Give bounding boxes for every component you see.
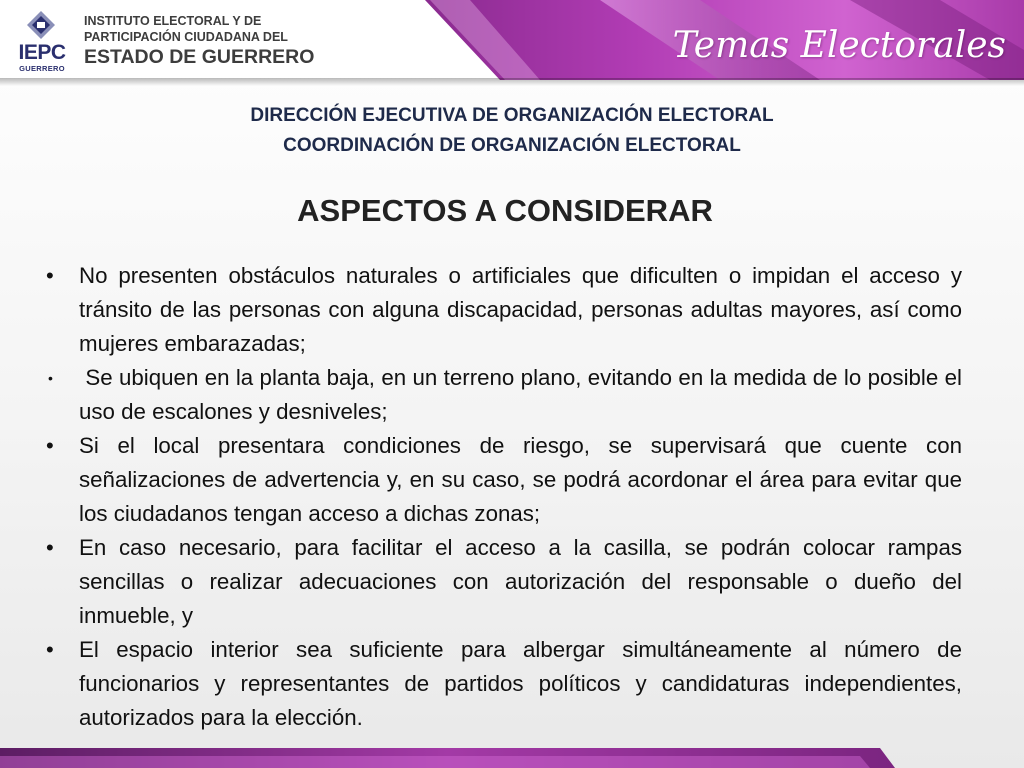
institute-name-line3: ESTADO DE GUERRERO: [84, 46, 315, 68]
list-item: [44, 429, 962, 531]
iepc-logo: [8, 8, 74, 74]
department-subtitle: [0, 101, 1024, 161]
section-heading: ASPECTOS A CONSIDERAR: [297, 193, 713, 228]
slide-section-title: Temas Electorales: [672, 25, 1006, 66]
bullet-dot-icon: •: [46, 535, 54, 560]
footer-purple-band: [0, 738, 1024, 768]
header-bar: [0, 0, 1024, 80]
bullet-text: Si el local presentara condiciones de riesgo, se supervisará que cuente con señalizaciones de advertencia y, en su caso, se podrá acordonar el área para evitar que los ciudadanos tengan acceso a dichas zonas;: [79, 433, 962, 526]
logo-subtext: GUERRERO: [19, 64, 65, 73]
subtitle-line1: DIRECCIÓN EJECUTIVA DE ORGANIZACIÓN ELECTORAL: [250, 105, 774, 126]
institute-name: [84, 13, 384, 69]
list-item: [44, 531, 962, 633]
list-item: [44, 633, 962, 735]
bullet-dot-icon: •: [46, 263, 54, 288]
institute-name-line2: PARTICIPACIÓN CIUDADANA DEL: [84, 30, 288, 44]
header-shadow: [0, 78, 1024, 86]
list-item: [44, 361, 969, 429]
logo-text: IEPC: [18, 41, 66, 64]
list-item: [44, 259, 962, 361]
bullet-dot-icon: •: [46, 637, 54, 662]
bullet-text: No presenten obstáculos naturales o artificiales que dificulten o impidan el acceso y tránsito de las personas con alguna discapacidad, personas adultas mayores, así como mujeres embarazadas;: [79, 263, 962, 356]
logo-diamond-icon: [26, 10, 56, 40]
bullet-text: El espacio interior sea suficiente para albergar simultáneamente al número de funcionarios y representantes de partidos políticos y candidaturas independientes, autorizados para la elección.: [79, 637, 962, 730]
bullet-text: En caso necesario, para facilitar el acceso a la casilla, se podrán colocar rampas sencillas o realizar adecuaciones con autorización del responsable o dueño del inmueble, y: [79, 535, 962, 628]
bullet-text: Se ubiquen en la planta baja, en un terreno plano, evitando en la medida de lo posible el uso de escalones y desniveles;: [79, 365, 969, 424]
institute-name-line1: INSTITUTO ELECTORAL Y DE: [84, 14, 262, 28]
bullet-dot-icon: •: [46, 433, 54, 458]
subtitle-line2: COORDINACIÓN DE ORGANIZACIÓN ELECTORAL: [283, 135, 741, 156]
bullet-dot-icon: •: [48, 370, 53, 386]
bullet-list: [44, 259, 969, 735]
